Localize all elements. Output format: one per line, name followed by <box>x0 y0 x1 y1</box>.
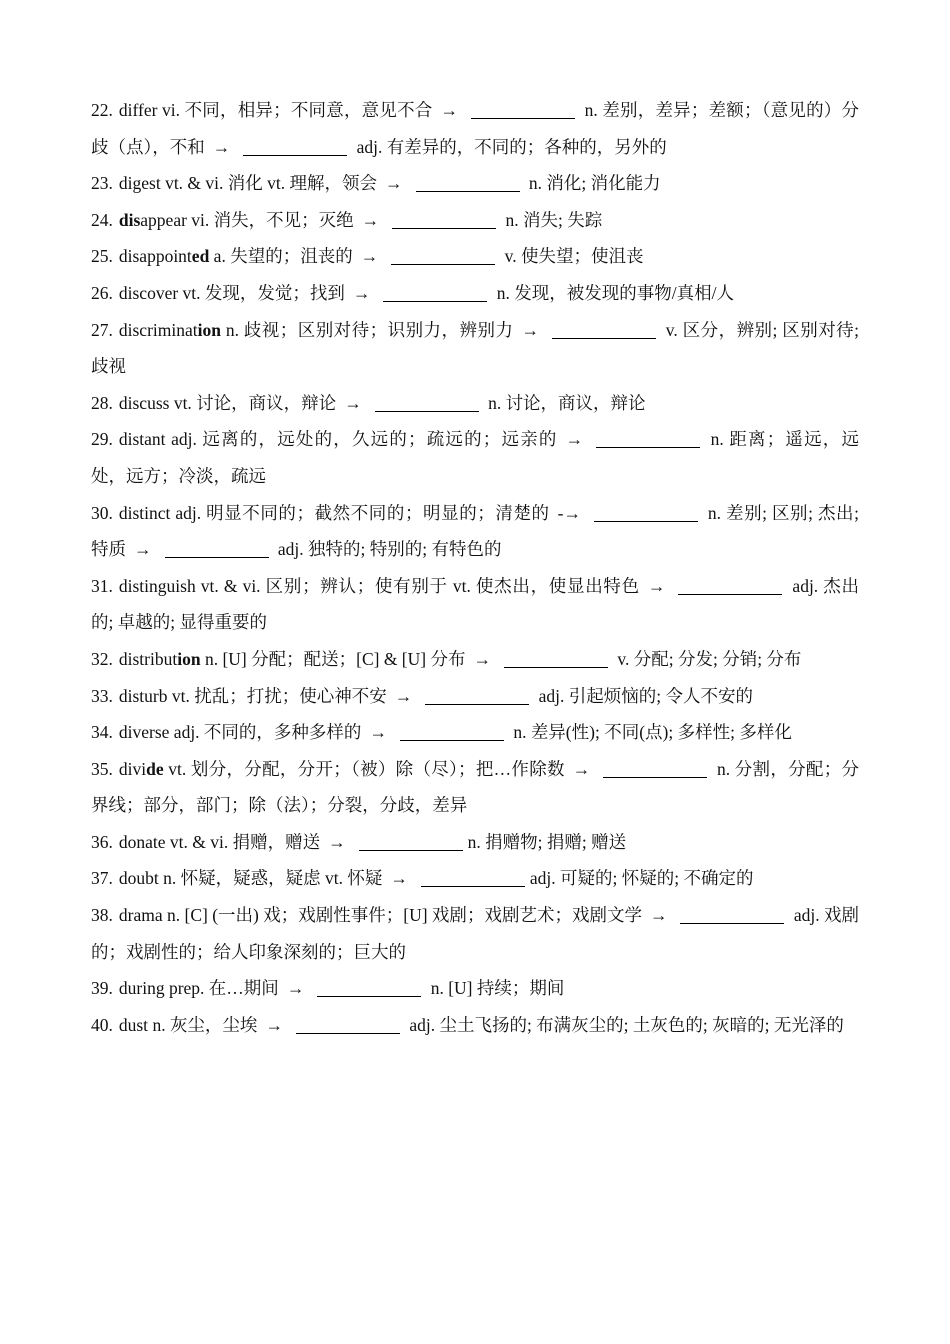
headword-bold-part: ion <box>177 648 201 669</box>
derived-definition: adj. 杰出的; 卓越的; 显得重要的 <box>91 575 859 633</box>
entry-35 <box>91 751 859 824</box>
derived-definition: adj. 引起烦恼的; 令人不安的 <box>534 685 753 706</box>
answer-blank[interactable] <box>243 135 347 156</box>
definition: n. 怀疑，疑惑，疑虑 vt. 怀疑 <box>158 868 383 889</box>
derived-definition: n. 距离；遥远，远处，远方；冷淡，疏远 <box>91 429 859 486</box>
answer-blank[interactable] <box>552 318 656 339</box>
entry-37 <box>91 860 859 897</box>
headword-part: drama <box>118 905 163 926</box>
arrow-icon: → <box>134 539 152 560</box>
arrow-icon: → <box>647 575 666 596</box>
derived-definition: n. 差异(性); 不同(点); 多样性; 多样化 <box>508 722 792 743</box>
answer-blank[interactable] <box>391 244 495 265</box>
definition: vt. 扰乱；打扰；使心神不安 <box>167 685 387 706</box>
answer-blank[interactable] <box>504 647 608 668</box>
headword-bold-part: de <box>146 758 164 779</box>
derived-definition: n. 差别; 区别; 杰出; 特质 <box>91 502 859 560</box>
entry-26 <box>91 275 859 312</box>
arrow-icon: → <box>440 100 459 120</box>
entry-36 <box>91 824 859 861</box>
entry-31 <box>91 568 859 641</box>
derived-definition: n. [U] 持续；期间 <box>426 978 565 999</box>
definition: vi. 不同，相异；不同意，意见不合 <box>157 100 433 120</box>
headword-part: disappoint <box>118 246 192 267</box>
answer-blank[interactable] <box>678 574 782 595</box>
derived-definition: n. 发现，被发现的事物/真相/人 <box>492 282 735 303</box>
headword-part: distinct <box>118 502 171 523</box>
definition: adj. 远离的，远处的，久远的；疏远的；远亲的 <box>165 429 558 450</box>
headword <box>119 246 209 266</box>
arrow-icon: → <box>286 978 305 999</box>
headword <box>119 283 178 303</box>
answer-blank[interactable] <box>594 501 698 522</box>
headword <box>119 173 161 193</box>
entry-number: 24. <box>91 209 113 230</box>
headword <box>119 576 196 596</box>
derived-definition: n. 讨论，商议，辩论 <box>483 392 646 413</box>
answer-blank[interactable] <box>416 171 520 192</box>
headword-part: discuss <box>118 392 170 413</box>
entry-28 <box>91 385 859 422</box>
entry-number: 34. <box>91 722 113 743</box>
arrow-icon: → <box>565 429 584 450</box>
definition: n. [U] 分配；配送；[C] & [U] 分布 <box>200 648 466 669</box>
answer-blank[interactable] <box>317 976 421 997</box>
definition: vt. 划分，分配，分开；（被）除（尽）；把…作除数 <box>163 758 565 779</box>
entry-number: 29. <box>91 429 113 450</box>
headword-part: diverse <box>118 722 170 743</box>
headword-part: distinguish <box>118 575 196 596</box>
answer-blank[interactable] <box>471 98 575 119</box>
definition: a. 失望的；沮丧的 <box>209 246 353 267</box>
headword-part: distant <box>118 429 166 450</box>
arrow-icon: → <box>369 722 387 743</box>
headword <box>119 503 171 523</box>
derived-definition: adj. 可疑的; 怀疑的; 不确定的 <box>529 868 754 889</box>
answer-blank[interactable] <box>165 537 269 558</box>
entry-24 <box>91 202 859 239</box>
entry-29 <box>91 421 859 494</box>
answer-blank[interactable] <box>359 830 463 851</box>
arrow-icon: → <box>521 319 539 340</box>
derived-definition: n. 捐赠物; 捐赠; 赠送 <box>467 831 627 852</box>
arrow-icon: → <box>572 758 591 779</box>
entry-40 <box>91 1007 859 1044</box>
headword <box>119 649 201 669</box>
definition: vt. & vi. 消化 vt. 理解，领会 <box>160 173 378 194</box>
headword-part: differ <box>118 100 158 120</box>
headword-part: dust <box>118 1014 149 1035</box>
arrow-icon: → <box>352 282 371 303</box>
arrow-icon: -→ <box>557 502 581 523</box>
entry-25 <box>91 238 859 275</box>
entry-22 <box>91 92 859 165</box>
arrow-icon: → <box>390 868 408 889</box>
entry-number: 40. <box>91 1014 113 1035</box>
headword-bold-part: ion <box>197 319 221 340</box>
derived-definition: v. 分配; 分发; 分销; 分布 <box>612 648 802 669</box>
headword <box>119 686 168 706</box>
entry-27 <box>91 312 859 385</box>
definition: n. 歧视；区别对待；识别力，辨别力 <box>220 319 514 340</box>
answer-blank[interactable] <box>425 684 529 705</box>
answer-blank[interactable] <box>421 866 525 887</box>
headword <box>119 759 164 779</box>
definition: vi. 消失，不见；灭绝 <box>186 209 354 230</box>
entry-number: 33. <box>91 685 113 706</box>
headword <box>119 429 166 449</box>
entry-number: 27. <box>91 319 113 340</box>
headword <box>119 393 170 413</box>
entry-number: 31. <box>91 575 113 596</box>
definition: adj. 明显不同的；截然不同的；明显的；清楚的 <box>170 502 550 523</box>
entry-34 <box>91 714 859 751</box>
derived-definition: adj. 戏剧的；戏剧性的；给人印象深刻的；巨大的 <box>91 905 859 962</box>
answer-blank[interactable] <box>400 720 504 741</box>
derived-definition: adj. 有差异的，不同的；各种的，另外的 <box>352 136 667 157</box>
derived-definition: n. 分割，分配；分界线；部分，部门；除（法）；分裂，分歧，差异 <box>91 758 859 816</box>
entry-39 <box>91 970 859 1007</box>
answer-blank[interactable] <box>383 281 487 302</box>
entry-38 <box>91 897 859 970</box>
definition: vt. & vi. 区别；辨认；使有别于 vt. 使杰出，使显出特色 <box>195 575 640 596</box>
entry-number: 36. <box>91 831 113 852</box>
definition: n. [C] (一出) 戏；戏剧性事件；[U] 戏剧；戏剧艺术；戏剧文学 <box>162 905 642 926</box>
entry-23 <box>91 165 859 202</box>
headword-bold-part: ed <box>191 246 210 267</box>
arrow-icon: → <box>385 173 403 194</box>
entry-number: 37. <box>91 868 113 889</box>
entry-number: 35. <box>91 758 113 779</box>
entry-number: 23. <box>91 173 113 194</box>
entry-number: 22. <box>91 100 113 120</box>
headword <box>119 832 166 852</box>
headword-part: donate <box>118 831 166 852</box>
arrow-icon: → <box>361 209 380 230</box>
entry-number: 38. <box>91 905 113 926</box>
answer-blank[interactable] <box>392 208 496 229</box>
headword <box>119 210 187 230</box>
answer-blank[interactable] <box>375 391 479 412</box>
arrow-icon: → <box>344 392 362 413</box>
entry-number: 26. <box>91 282 113 303</box>
entry-number: 30. <box>91 502 113 523</box>
arrow-icon: → <box>212 136 231 157</box>
definition: vt. & vi. 捐赠，赠送 <box>165 831 321 852</box>
definition: vt. 讨论，商议，辩论 <box>169 392 337 413</box>
answer-blank[interactable] <box>603 757 707 778</box>
derived-definition: adj. 尘土飞扬的; 布满灰尘的; 土灰色的; 灰暗的; 无光泽的 <box>404 1014 844 1035</box>
entry-32 <box>91 641 859 678</box>
derived-definition: n. 差别，差异；差额；（意见的）分歧（点），不和 <box>91 100 859 157</box>
arrow-icon: → <box>473 648 491 669</box>
vocabulary-list <box>91 92 859 1043</box>
entry-number: 28. <box>91 392 113 413</box>
headword-part: digest <box>118 173 161 194</box>
derived-definition: v. 区分，辨别; 区别对待; 歧视 <box>91 319 860 377</box>
answer-blank[interactable] <box>296 1013 400 1034</box>
entry-30 <box>91 495 859 568</box>
entry-number: 32. <box>91 648 113 669</box>
headword <box>119 905 163 925</box>
entry-number: 25. <box>91 246 113 267</box>
headword <box>119 722 170 742</box>
headword <box>119 100 158 120</box>
derived-definition: v. 使失望；使沮丧 <box>500 246 644 267</box>
definition: vt. 发现，发觉；找到 <box>178 282 345 303</box>
headword-part: discriminat <box>118 319 198 340</box>
arrow-icon: → <box>649 905 668 926</box>
headword-part: divi <box>118 758 147 779</box>
entry-33 <box>91 678 859 715</box>
headword <box>119 868 159 888</box>
definition: prep. 在…期间 <box>164 978 279 999</box>
headword-part: discover <box>118 282 179 303</box>
headword-part: doubt <box>118 868 159 889</box>
headword-part: during <box>118 978 165 999</box>
headword-part: appear <box>140 209 187 230</box>
entry-number: 39. <box>91 978 113 999</box>
derived-definition: n. 消化; 消化能力 <box>524 173 661 194</box>
arrow-icon: → <box>328 831 346 852</box>
headword-part: distribut <box>118 648 178 669</box>
headword <box>119 320 221 340</box>
headword-bold-part: dis <box>118 209 141 230</box>
headword <box>119 1015 148 1035</box>
headword-part: disturb <box>118 685 168 706</box>
arrow-icon: → <box>265 1014 283 1035</box>
answer-blank[interactable] <box>596 427 700 448</box>
arrow-icon: → <box>360 246 379 267</box>
derived-definition: n. 消失; 失踪 <box>501 209 603 230</box>
arrow-icon: → <box>394 685 413 706</box>
definition: n. 灰尘，尘埃 <box>148 1014 258 1035</box>
derived-definition: adj. 独特的; 特别的; 有特色的 <box>273 539 502 560</box>
headword <box>119 978 165 998</box>
definition: adj. 不同的，多种多样的 <box>169 722 362 743</box>
answer-blank[interactable] <box>680 903 784 924</box>
